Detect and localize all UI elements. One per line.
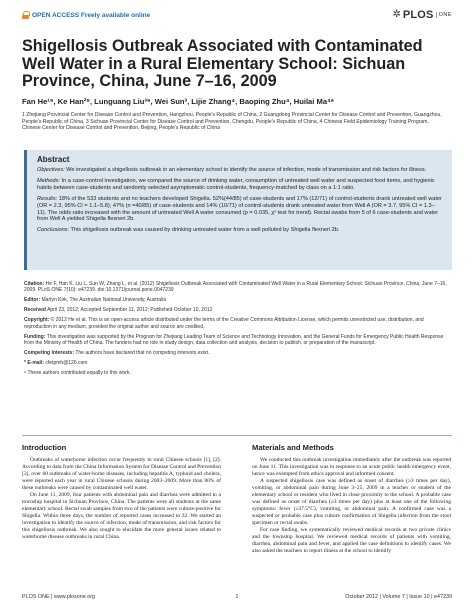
plos-brand: PLOS <box>402 9 434 21</box>
methods-heading: Materials and Methods <box>252 443 334 452</box>
conclusions-text: This shigellosis outbreak was caused by drinking untreated water from a well polluted by Shigella flexneri 2b. <box>69 227 340 234</box>
plos-one-logo <box>392 9 452 21</box>
page-number: 1 <box>235 594 239 600</box>
abstract-heading: Abstract <box>37 155 70 164</box>
email-label: * E-mail: <box>24 360 45 367</box>
open-access-label: OPEN ACCESS Freely available online <box>32 11 151 19</box>
author-list: Fan He¹⁹, Ke Han²⁹, Lunguang Liu³⁹, Wei Sun³, Lijie Zhang⁴, Baoping Zhu⁴, Huilai Ma⁴* <box>22 97 334 106</box>
dates-text: April 23, 2012; Accepted September 11, 2012; Published October 10, 2012 <box>45 307 213 314</box>
results-label: Results: <box>37 195 58 202</box>
citation-label: Citation: <box>24 281 45 287</box>
section-divider <box>22 435 452 436</box>
abstract-conclusions <box>37 227 442 234</box>
competing-interests <box>24 350 450 356</box>
introduction-column <box>22 443 221 541</box>
funding-text: This investigation was supported by the Program for Zhejiang Leading Team of Science and Technology Innovation, and the General Funds for Emergency Public Health Response from the Ministry of Health of China. The funders had no role in study design, data collection and analysis, decision to publish, or preparation of the manuscript. <box>24 333 444 347</box>
journal-header <box>22 8 452 22</box>
abstract-objectives <box>37 167 442 174</box>
funding <box>24 334 450 347</box>
citation <box>24 281 450 294</box>
copyright-label: Copyright: <box>24 317 50 324</box>
methods-paragraph-2: A suspected shigellosis case was defined as onset of diarrhea (≥3 times per day), vomiting, or abdominal pain during June 3–25, 2009 in a teacher or student of the elementary school or resident who lived in close proximity to the school. A probable case was defined as onset of diarrhea (≥3 times per day) plus at least one of the following symptoms: fever (≥37.5°C), vomiting, or abdominal pain. A confirmed case was a suspected or probable case plus culture confirmation of Shigella infection from the stool specimen or rectal swabs. <box>252 478 451 526</box>
open-access-lock-icon <box>22 11 29 19</box>
objectives-label: Objectives: <box>37 167 65 173</box>
editor-label: Editor: <box>24 297 41 304</box>
editor-text: Martyn Kirk, The Australian National University, Australia <box>40 297 167 304</box>
dates <box>24 307 450 313</box>
footer-journal: PLOS ONE | www.plosone.org <box>22 594 96 600</box>
plos-brand-sub: ONE <box>436 12 452 18</box>
introduction-heading: Introduction <box>22 443 67 452</box>
objectives-text: We investigated a shigellosis outbreak in an elementary school to identify the source of infection, mode of transmission and risk factors for illness. <box>64 167 427 173</box>
page-footer <box>22 594 452 604</box>
citation-text: He F, Han K, Liu L, Sun W, Zhang L, et al. (2012) Shigellosis Outbreak Associated with Contaminated Well Water in a Rural Elementary School: Sichuan Province, China, June 7–16, 2009. PLoS ONE 7(10): e47239. doi:10.1371/journal.pone.0047239 <box>24 281 447 294</box>
results-text: 18% of the 533 students and no teachers developed Shigella. 52%(44/85) of case-students and 17% (12/71) of control-students drank untreated well water (OR = 2.3, 95% CI = 1.1–5.8); 47% (n =40/85) of case-students and 14% (10/71) of control-students drank untreated water from Well A (OR = 3.7, 95% CI = 1.3–11). The odds ratio increased with the amount of untreated Well A water consumed (p = 0.035, χ² test for trend). Rectal swabs from 5 of 6 case-students and water from Well A yielded Shigella flexneri 2b. <box>37 195 442 223</box>
abstract-results <box>37 196 442 224</box>
email-link[interactable]: cfetpmh@126.com <box>44 360 88 367</box>
competing-text: The authors have declared that no competing interests exist. <box>74 350 210 357</box>
dates-label: Received <box>24 307 46 314</box>
competing-label: Competing Interests: <box>24 350 75 357</box>
article-metadata <box>24 281 450 380</box>
intro-paragraph-2: On June 11, 2009, four patients with abdominal pain and diarrhea were admitted to a township hospital in Sichuan Province, China. The patients were all students at the same elementary school. Rectal swab samples from two of the patients were culture-positive for Shigella. Within three days, the number of reported cases increased to 32. We started an investigation to identify the source of infection, mode of transmission, and risk factors for this shigellosis outbreak. We also sought to elucidate the more general issues related to waterborne disease outbreaks in rural China. <box>22 492 221 540</box>
equal-contribution: ⁹ These authors contributed equally to this work. <box>24 370 131 377</box>
article-title: Shigellosis Outbreak Associated with Contaminated Well Water in a Rural Elementary School: Sichuan Province, China, June 7–16, 2009 <box>22 37 423 90</box>
plos-logo-icon: ✲ <box>392 9 401 20</box>
conclusions-label: Conclusions: <box>37 227 70 234</box>
email <box>24 360 450 366</box>
abstract-methods <box>37 178 442 192</box>
methods-column <box>252 443 451 555</box>
editor <box>24 297 450 303</box>
open-access-banner <box>22 11 150 19</box>
footer-issue: October 2012 | Volume 7 | Issue 10 | e47239 <box>345 594 452 600</box>
intro-paragraph-1: Outbreaks of waterborne infection occur frequently in rural Chinese schools [1], [2]. According to data from the China Information System for Disease Control and Prevention [3], over 60 outbreaks of water-borne diseases, including hepatitis A, typhoid and cholera, were reported each year in rural Chinese schools during 2003–2009. More than 80% of these outbreaks were caused by contaminated well water. <box>22 457 221 491</box>
methods-text: In a case-control investigation, we compared the source of drinking water, consumption of untreated well water and suspected food items, and hygienic habits between case-students and randomly selected asymptomatic control-students, frequency-matched by class on a 1:1 ratio. <box>37 177 435 191</box>
abstract-box <box>24 150 452 270</box>
methods-paragraph-1: We conducted this outbreak investigation immediately after the outbreak was reported on June 11. This investigation was in response to an acute public health emergency event, hence was exempted from ethics approval and informed consent. <box>252 457 451 477</box>
copyright <box>24 317 450 330</box>
funding-label: Funding: <box>24 333 46 340</box>
methods-label: Methods: <box>37 177 61 184</box>
copyright-text: © 2012 He et al. This is an open-access article distributed under the terms of the Creative Commons Attribution License, which permits unrestricted use, distribution, and reproduction in any medium, provided the original author and source are credited. <box>24 317 424 330</box>
methods-paragraph-3: For case finding, we systematically reviewed medical records at two private clinics and the township hospital. We reviewed medical records of patients with vomiting, diarrhea, abdominal pain and fever, and applied the case definitions to identify cases. We also asked the teachers to report illness at the school to identify <box>252 527 451 554</box>
affiliations: 1 Zhejiang Provincial Center for Disease Control and Prevention, Hangzhou, People's Republic of China, 2 Guangdong Provincial Center for Disease Control and Prevention, Guangzhou, People's Republic of China, 3 Sichuan Provincial Center for Disease Control and Prevention, Chengdu, People's Republic of China, 4 Chinese Field Epidemiology Training Program, Chinese Center for Disease Control and Prevention, Beijing, People's Republic of China <box>22 112 442 132</box>
